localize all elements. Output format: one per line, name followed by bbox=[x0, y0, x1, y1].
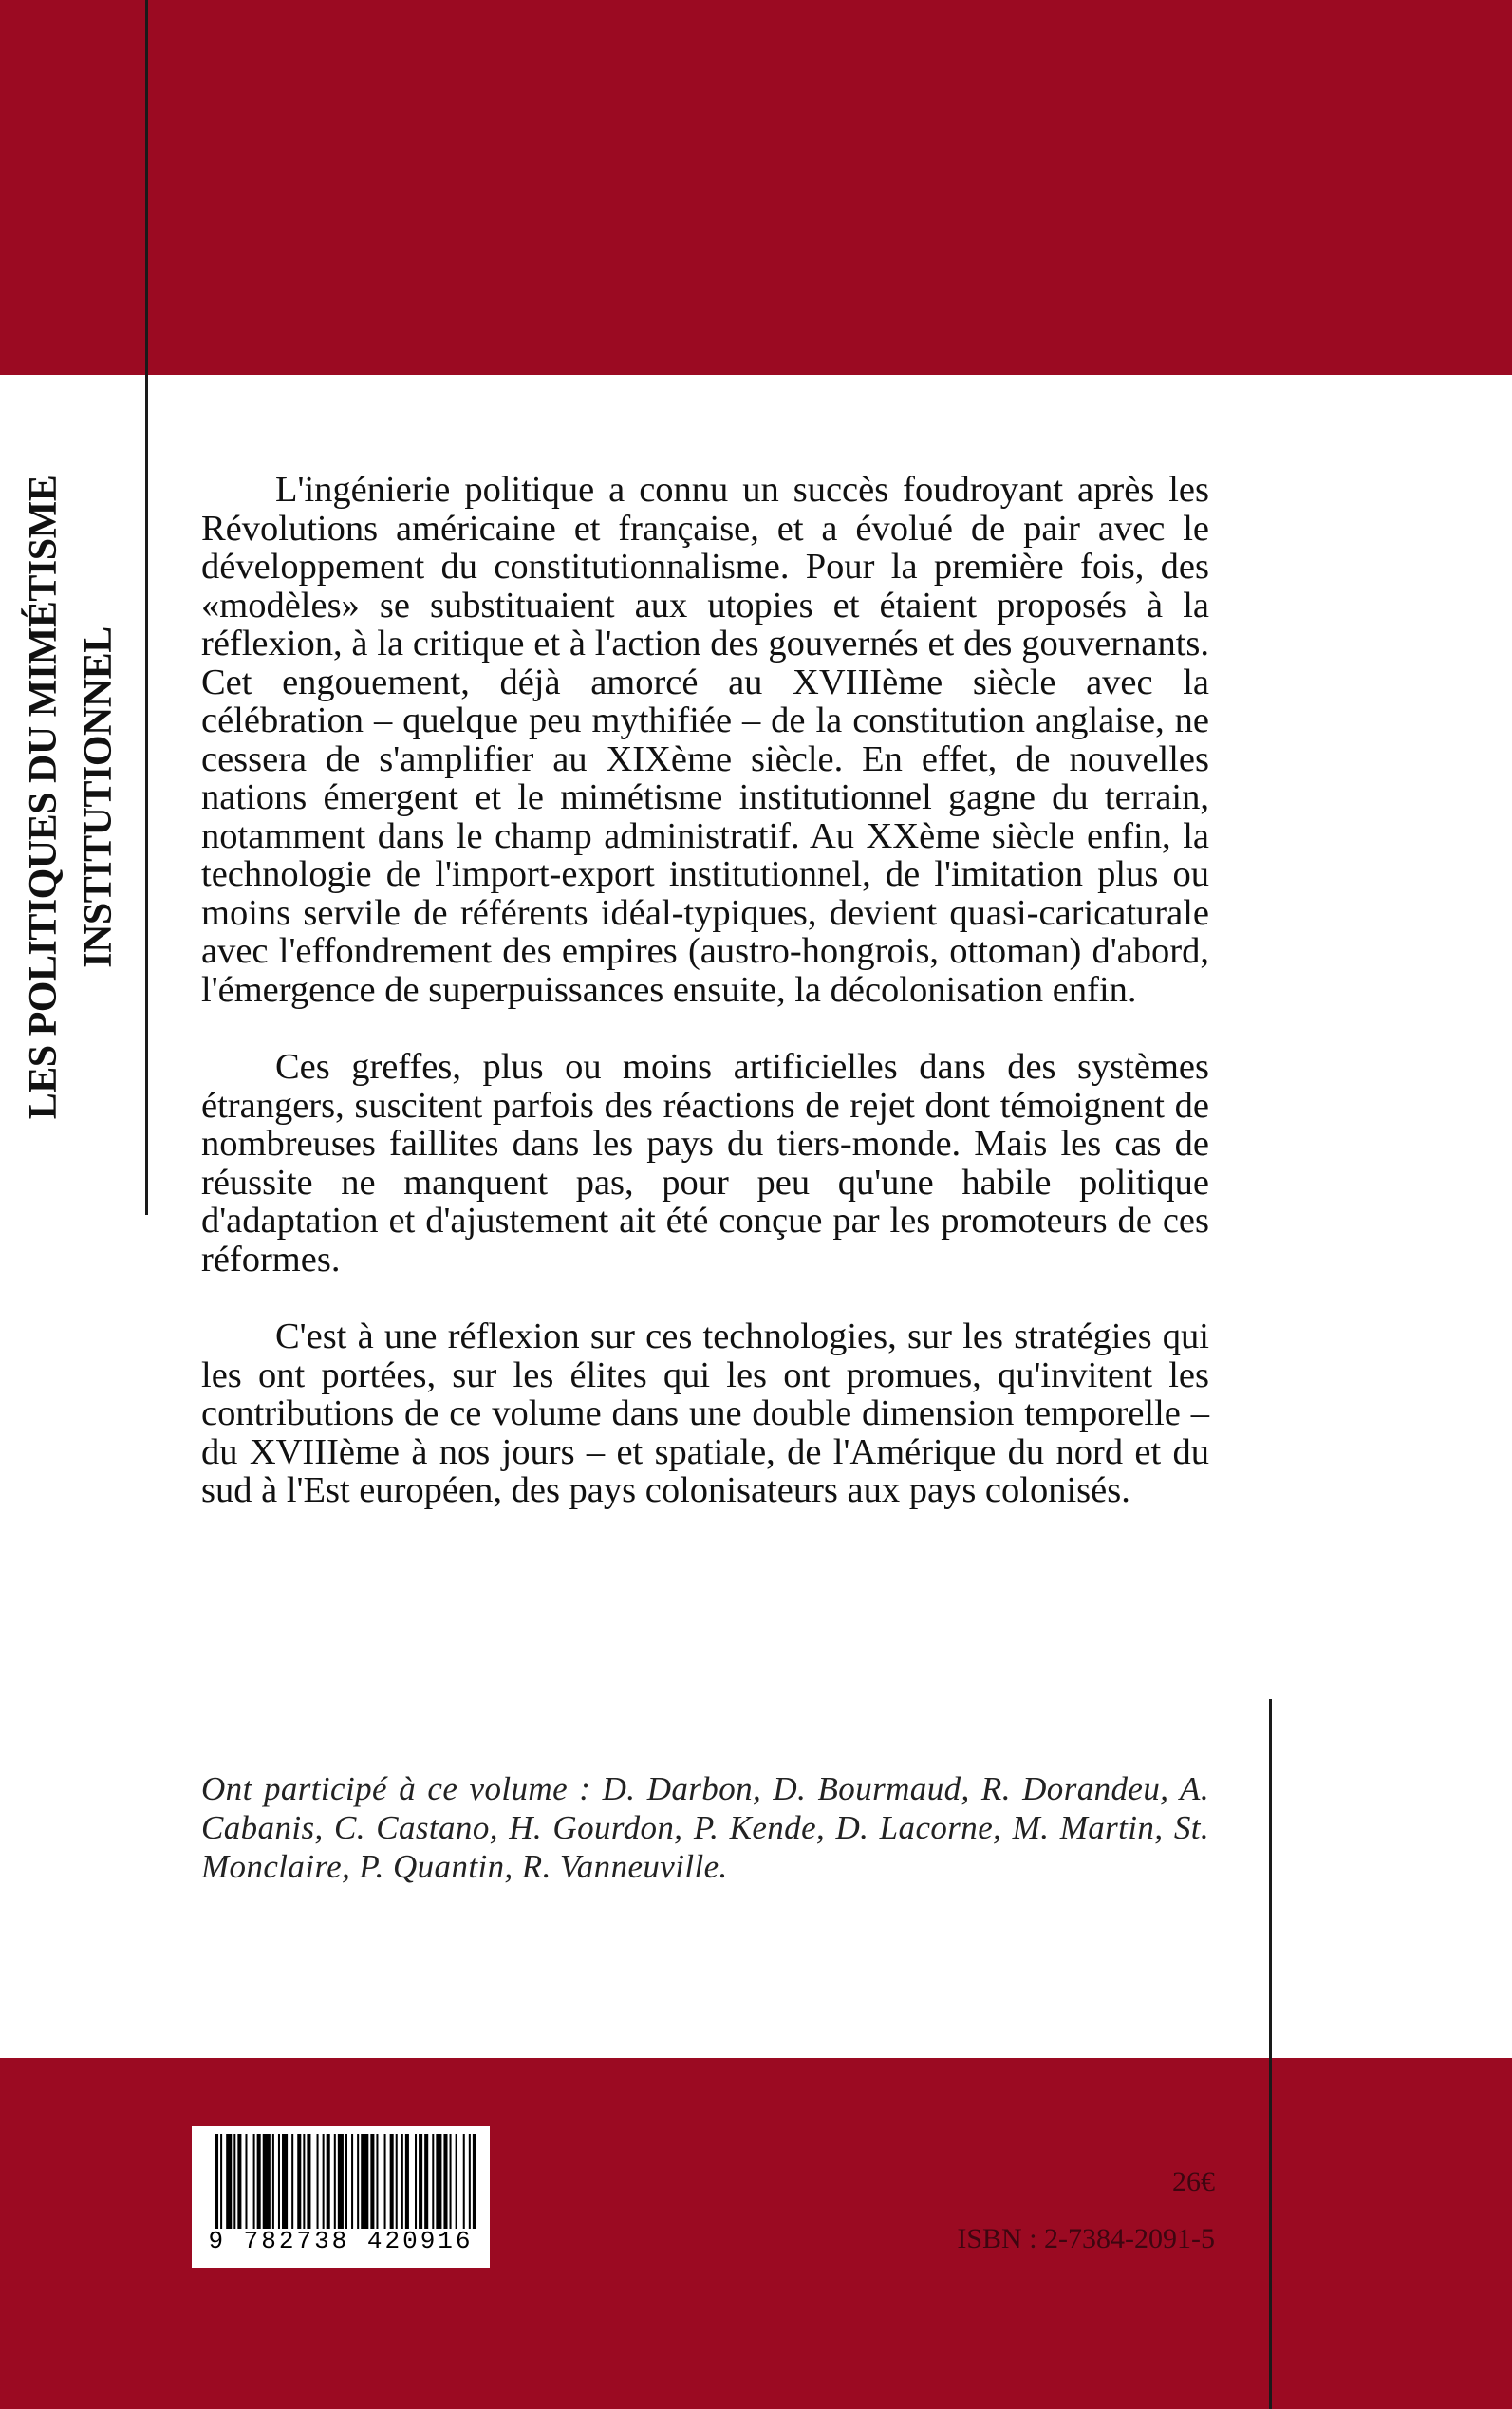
barcode-bar-30 bbox=[401, 2134, 403, 2229]
contributors-credits: Ont participé à ce volume : D. Darbon, D. Bourmaud, R. Dorandeu, A. Cabanis, C. Castano, H. Gourdon, P. Kende, D. Lacorne, M. Martin, St. Monclaire, P. Quantin, R. Vanneuville. bbox=[201, 1770, 1209, 1885]
barcode-bar-14 bbox=[303, 2134, 305, 2229]
barcode-bar-7 bbox=[257, 2134, 261, 2229]
paragraph-1: L'ingénierie politique a connu un succès foudroyant après les Révolutions américaine et française, et a évolué de pair avec le développement du constitutionnalisme. Pour la première fois, des «modèles» se substituaient aux utopies et étaient proposés à la réflexion, à la critique et à l'action des gouvernés et des gouvernants. Cet engouement, déjà amorcé au XVIIIème siècle avec la célébration – quelque peu mythifiée – de la constitution anglaise, ne cessera de s'amplifier au XIXème siècle. En effet, de nouvelles nations émergent et le mimétisme institutionnel gagne du terrain, notamment dans le champ administratif. Au XXème siècle enfin, la technologie de l'import-export institutionnel, de l'imitation plus ou moins servile de référents idéal-typiques, devient quasi-caricaturale avec l'effondrement des empires (austro-hongrois, ottoman) d'abord, l'émergence de superpuissances ensuite, la décolonisation enfin. bbox=[201, 470, 1209, 1010]
spine-title-line-1: LES POLITIQUES DU MIMÉTISME bbox=[22, 475, 65, 1120]
price-label: 26€ bbox=[1172, 2166, 1215, 2197]
paragraph-2: Ces greffes, plus ou moins artificielles dans des systèmes étrangers, suscitent parfois des réactions de rejet dont témoignent de nombreuses faillites dans les pays du tiers-monde. Mais les cas de réussite ne manquent pas, pour peu qu'une habile politique d'adaptation et d'ajustement ait été conçue par les promoteurs de ces réformes. bbox=[201, 1047, 1209, 1279]
spine-divider-top bbox=[145, 0, 148, 375]
barcode-bar-8 bbox=[263, 2134, 271, 2229]
barcode bbox=[192, 2126, 490, 2268]
barcode-bar-21 bbox=[345, 2134, 347, 2229]
barcode-bar-42 bbox=[473, 2134, 476, 2229]
barcode-bar-16 bbox=[317, 2134, 319, 2229]
barcode-bar-15 bbox=[307, 2134, 310, 2229]
right-divider bbox=[1269, 1699, 1272, 2058]
barcode-bar-22 bbox=[351, 2134, 353, 2229]
back-cover-text bbox=[201, 471, 1209, 1549]
barcode-bar-23 bbox=[357, 2134, 359, 2229]
barcode-bar-11 bbox=[282, 2134, 288, 2229]
barcode-bar-28 bbox=[390, 2134, 394, 2229]
barcode-bar-31 bbox=[405, 2134, 409, 2229]
top-red-band bbox=[0, 0, 1512, 375]
spine-title bbox=[0, 437, 142, 1158]
barcode-bar-27 bbox=[384, 2134, 386, 2229]
barcode-bar-4 bbox=[237, 2134, 241, 2229]
barcode-bar-25 bbox=[370, 2134, 374, 2229]
barcode-bar-18 bbox=[327, 2134, 330, 2229]
barcode-bar-41 bbox=[469, 2134, 471, 2229]
barcode-bar-3 bbox=[233, 2134, 235, 2229]
barcode-bar-12 bbox=[291, 2134, 293, 2229]
barcode-bar-26 bbox=[376, 2134, 378, 2229]
barcode-bar-20 bbox=[338, 2134, 344, 2229]
right-divider-bottom bbox=[1269, 2058, 1272, 2409]
barcode-bar-32 bbox=[415, 2134, 417, 2229]
barcode-bar-5 bbox=[245, 2134, 247, 2229]
barcode-bar-0 bbox=[215, 2134, 218, 2229]
barcode-bar-24 bbox=[361, 2134, 368, 2229]
spine-title-line-2: INSTITUTIONNEL bbox=[77, 626, 121, 968]
isbn-label: ISBN : 2-7384-2091-5 bbox=[957, 2223, 1215, 2254]
barcode-bar-6 bbox=[253, 2134, 255, 2229]
barcode-bar-40 bbox=[463, 2134, 465, 2229]
barcode-bar-39 bbox=[456, 2134, 457, 2229]
barcode-bar-35 bbox=[432, 2134, 434, 2229]
barcode-bar-37 bbox=[443, 2134, 447, 2229]
barcode-bar-1 bbox=[220, 2134, 222, 2229]
barcode-bar-17 bbox=[323, 2134, 325, 2229]
barcode-bar-19 bbox=[334, 2134, 336, 2229]
paragraph-3: C'est à une réflexion sur ces technologies, sur les stratégies qui les ont portées, sur les élites qui les ont promues, qu'invitent les contributions de ce volume dans une double dimension temporelle – du XVIIIème à nos jours – et spatiale, de l'Amérique du nord et du sud à l'Est européen, des pays colonisateurs aux pays colonisés. bbox=[201, 1317, 1209, 1510]
barcode-bars bbox=[215, 2134, 480, 2229]
spine-divider bbox=[145, 375, 148, 1215]
barcode-bar-10 bbox=[278, 2134, 280, 2229]
barcode-bar-29 bbox=[396, 2134, 398, 2229]
barcode-bar-34 bbox=[424, 2134, 428, 2229]
barcode-bar-2 bbox=[226, 2134, 232, 2229]
barcode-bar-36 bbox=[436, 2134, 441, 2229]
barcode-digits: 9 782738 420916 bbox=[208, 2227, 474, 2255]
barcode-bar-9 bbox=[272, 2134, 274, 2229]
barcode-bar-13 bbox=[297, 2134, 301, 2229]
barcode-bar-33 bbox=[419, 2134, 422, 2229]
barcode-bar-38 bbox=[450, 2134, 452, 2229]
